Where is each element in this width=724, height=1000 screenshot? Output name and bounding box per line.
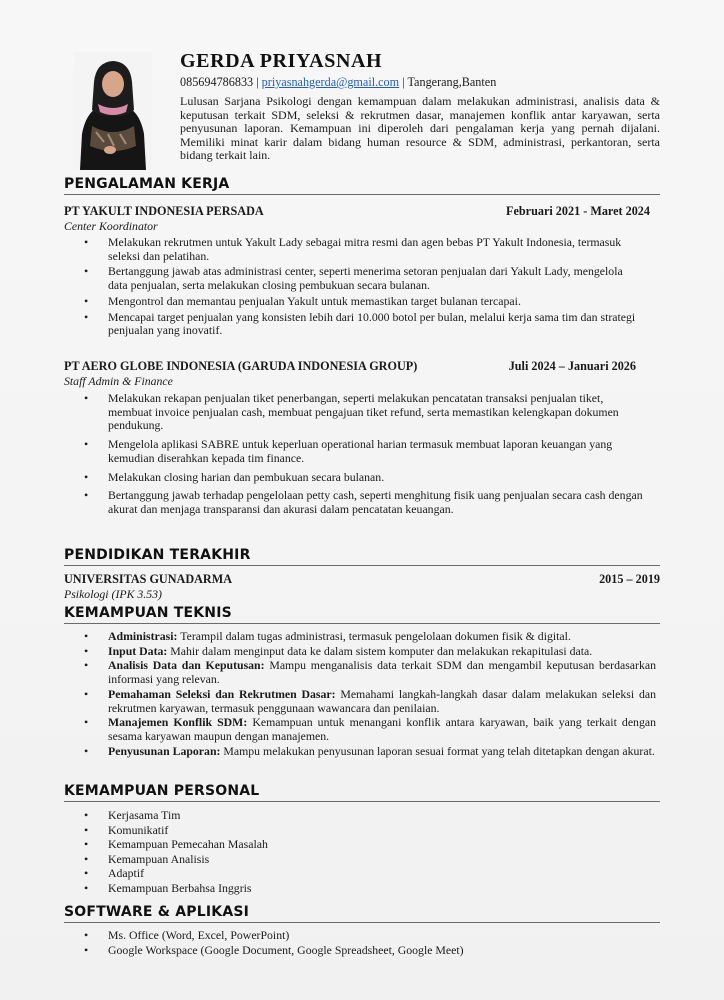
list-item: • Bertanggung jawab terhadap pengelolaan petty cash, seperti menghitung fisik uang penjualan secara cash dengan akurat dan menjaga transparansi dan akurasi dalam pencatatan keuangan. [84, 489, 644, 516]
phone-number: 085694786833 [180, 75, 254, 89]
location: Tangerang,Banten [407, 75, 497, 89]
list-item: • Melakukan rekrutmen untuk Yakult Lady sebagai mitra resmi dan agen bebas PT Yakult Indonesia, termasuk seleksi dan pelatihan. [84, 236, 644, 263]
contact-line: 085694786833 | priyasnahgerda@gmail.com | Tangerang,Banten [180, 75, 497, 89]
education-header [64, 572, 660, 587]
list-item: • Melakukan closing harian dan pembukuan secara bulanan. [84, 471, 644, 485]
profile-summary: Lulusan Sarjana Psikologi dengan kemampuan dalam melakukan administrasi, analisis data & keputusan terkait SDM, seleksi & rekrutmen dasar, manajemen konflik antar karyawan, serta penyusunan laporan. Kemampuan ini diperoleh dari pengalaman kerja yang pernah dijalani. Memiliki minat karir dalam bidang human resource & SDM, administrasi, perkantoran, serta bidang terkait lain. [180, 94, 660, 163]
list-item: • Melakukan rekapan penjualan tiket penerbangan, seperti melakukan pencatatan transaksi penjualan tiket, membuat invoice penjualan cash, membuat pengajuan tiket refund, serta memastikan kelengkapan dokumen pendukung. [84, 392, 644, 433]
list-item: • Input Data: Mahir dalam menginput data ke dalam sistem komputer dan melakukan rekapitulasi data. [84, 645, 656, 659]
job-2-header [64, 359, 660, 374]
candidate-name: GERDA PRIYASNAH [180, 50, 383, 72]
list-item: • Mengelola aplikasi SABRE untuk keperluan operational harian termasuk membuat laporan keuangan yang kemudian diserahkan kepada tim finance. [84, 438, 644, 465]
job-2-period: Juli 2024 – Januari 2026 [508, 359, 636, 373]
profile-photo [74, 52, 152, 170]
section-title-experience: PENGALAMAN KERJA [64, 176, 660, 195]
job-1-company: PT YAKULT INDONESIA PERSADA [64, 204, 264, 218]
list-item: • Bertanggung jawab atas administrasi center, seperti menerima setoran penjualan dari Yakult Lady, mengelola data penjualan, serta melakukan closing pembukuan secara bulanan. [84, 265, 644, 292]
job-1-bullets [84, 236, 644, 340]
school-name: UNIVERSITAS GUNADARMA [64, 572, 233, 586]
section-title-software: SOFTWARE & APLIKASI [64, 904, 660, 923]
email-link[interactable]: priyasnahgerda@gmail.com [261, 75, 400, 89]
section-title-personal: KEMAMPUAN PERSONAL [64, 783, 660, 802]
section-title-technical: KEMAMPUAN TEKNIS [64, 605, 660, 624]
list-item: • Mengontrol dan memantau penjualan Yakult untuk memastikan target bulanan tercapai. [84, 295, 644, 309]
job-1-period: Februari 2021 - Maret 2024 [506, 204, 650, 218]
list-item: • Mencapai target penjualan yang konsisten lebih dari 10.000 botol per bulan, melalui kerja sama tim dan strategi penjualan yang inovatif. [84, 311, 644, 338]
header-block [180, 50, 660, 163]
list-item: • Manajemen Konflik SDM: Kemampuan untuk menangani konflik antara karyawan, baik yang terkait dengan sesama karyawan maupun dengan manajemen. [84, 716, 656, 743]
technical-skills-list [84, 630, 656, 759]
list-item: • Penyusunan Laporan: Mampu melakukan penyusunan laporan sesuai format yang telah ditetapkan dengan akurat. [84, 745, 656, 759]
list-item: • Google Workspace (Google Document, Google Spreadsheet, Google Meet) [84, 943, 644, 958]
job-2-bullets [84, 392, 644, 522]
list-item: • Kemampuan Pemecahan Masalah [84, 837, 644, 852]
list-item: • Analisis Data dan Keputusan: Mampu menganalisis data terkait SDM dan mengambil keputusan berdasarkan informasi yang relevan. [84, 659, 656, 686]
personal-skills-list [84, 808, 644, 896]
list-item: • Pemahaman Seleksi dan Rekrutmen Dasar: Memahami langkah-langkah dasar dalam melakukan seleksi dan rekrutmen karyawan, termasuk penggunaan wawancara dan penilaian. [84, 688, 656, 715]
section-title-education: PENDIDIKAN TERAKHIR [64, 547, 660, 566]
education-major: Psikologi (IPK 3.53) [64, 587, 162, 601]
list-item: • Kerjasama Tim [84, 808, 644, 823]
list-item: • Kemampuan Berbahsa Inggris [84, 881, 644, 896]
software-list [84, 928, 644, 957]
job-2-role: Staff Admin & Finance [64, 374, 173, 388]
list-item: • Kemampuan Analisis [84, 852, 644, 867]
education-period: 2015 – 2019 [599, 572, 660, 586]
job-1-header [64, 204, 660, 219]
job-2-company: PT AERO GLOBE INDONESIA (GARUDA INDONESIA GROUP) [64, 359, 418, 373]
list-item: • Komunikatif [84, 823, 644, 838]
list-item: • Administrasi: Terampil dalam tugas administrasi, termasuk pengelolaan dokumen fisik & digital. [84, 630, 656, 644]
list-item: • Ms. Office (Word, Excel, PowerPoint) [84, 928, 644, 943]
job-1-role: Center Koordinator [64, 219, 158, 233]
list-item: • Adaptif [84, 866, 644, 881]
